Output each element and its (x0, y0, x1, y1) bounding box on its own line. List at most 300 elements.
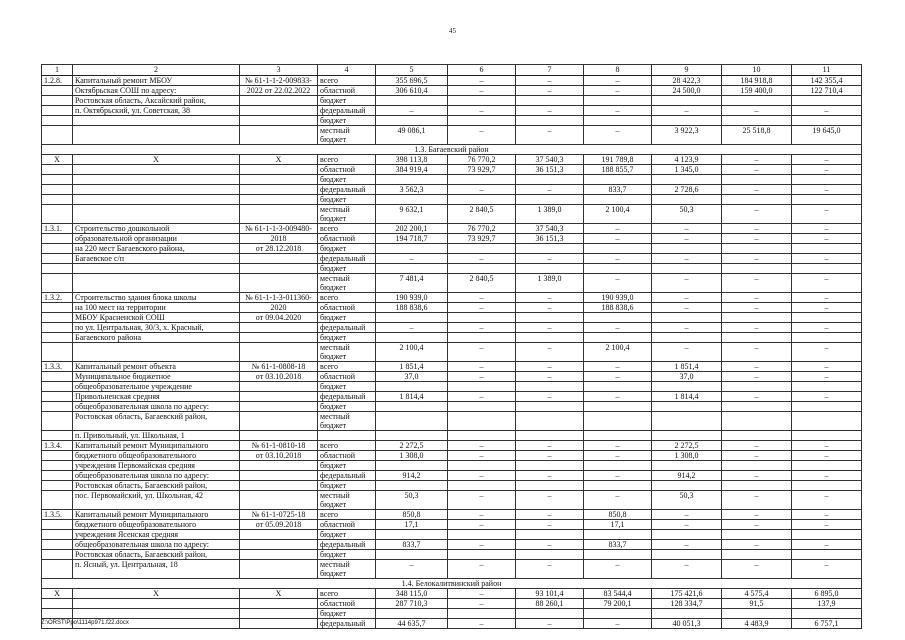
table-cell (584, 461, 652, 471)
table-cell: – (584, 254, 652, 264)
table-cell (240, 96, 318, 106)
table-cell: 188 838,6 (376, 303, 448, 313)
table-cell (584, 609, 652, 619)
table-cell (42, 609, 73, 619)
table-cell: общеобразовательная школа по адресу: (73, 402, 240, 412)
table-row (42, 274, 862, 293)
table-cell (792, 609, 862, 619)
table-cell: – (448, 185, 516, 195)
table-cell: федеральный (318, 471, 376, 481)
table-cell: общеобразовательная школа по адресу: (73, 471, 240, 481)
table-cell (722, 530, 792, 540)
table-cell (722, 609, 792, 619)
table-row (42, 609, 862, 619)
table-cell: 175 421,6 (652, 589, 722, 599)
table-cell: – (792, 560, 862, 579)
table-cell: – (516, 254, 584, 264)
table-cell (722, 461, 792, 471)
table-cell: – (792, 471, 862, 481)
table-cell: – (448, 619, 516, 629)
table-cell (792, 333, 862, 343)
table-cell: 28 422,3 (652, 76, 722, 86)
table-cell (73, 264, 240, 274)
header-cell: 6 (448, 65, 516, 76)
table-cell (240, 195, 318, 205)
table-cell: – (792, 323, 862, 333)
table-row (42, 244, 862, 254)
table-cell (73, 205, 240, 224)
table-cell (584, 244, 652, 254)
table-cell: 6 895,0 (792, 589, 862, 599)
table-row (42, 116, 862, 126)
table-cell: местный бюджет (318, 274, 376, 293)
table-cell (584, 175, 652, 185)
table-cell: 190 939,0 (376, 293, 448, 303)
table-cell: 76 770,2 (448, 224, 516, 234)
table-cell (42, 106, 73, 116)
table-cell: – (448, 303, 516, 313)
table-cell: – (448, 76, 516, 86)
table-cell: областной (318, 599, 376, 609)
table-cell: 142 355,4 (792, 76, 862, 86)
table-cell (516, 550, 584, 560)
table-cell: – (722, 224, 792, 234)
section-title: 1.3. Багаевский район (42, 145, 862, 155)
file-path-footer: Z:\ORST\Ppo\1114p971.f22.docx (41, 620, 129, 626)
table-cell (448, 264, 516, 274)
table-cell (652, 116, 722, 126)
table-cell: Ростовская область, Багаевский район, (73, 550, 240, 560)
table-cell (376, 313, 448, 323)
table-cell: 50,3 (652, 491, 722, 510)
table-cell (376, 382, 448, 392)
table-cell (376, 175, 448, 185)
table-cell: Строительство дошкольной (73, 224, 240, 234)
table-cell: – (376, 106, 448, 116)
table-cell: по ул. Центральная, 30/3, х. Красный, (73, 323, 240, 333)
table-cell: – (792, 491, 862, 510)
table-cell: федеральный (318, 185, 376, 195)
table-cell (376, 96, 448, 106)
table-cell (516, 609, 584, 619)
table-cell: – (448, 362, 516, 372)
table-row (42, 441, 862, 451)
table-cell: 287 710,3 (376, 599, 448, 609)
table-cell: 17,1 (584, 520, 652, 530)
table-cell: – (516, 619, 584, 629)
table-row (42, 333, 862, 343)
table-cell: 50,3 (376, 491, 448, 510)
table-row (42, 451, 862, 461)
table-cell (722, 313, 792, 323)
table-cell: № 61-1-0810-18 (240, 441, 318, 451)
table-cell: 49 086,1 (376, 126, 448, 145)
table-cell (792, 481, 862, 491)
table-cell: федеральный (318, 254, 376, 264)
table-cell (516, 481, 584, 491)
section-row (42, 145, 862, 155)
table-cell (652, 333, 722, 343)
table-cell (42, 234, 73, 244)
table-cell: Капитальный ремонт Муниципального (73, 510, 240, 520)
table-cell: – (722, 165, 792, 175)
table-cell: – (448, 106, 516, 116)
table-cell: бюджет (318, 609, 376, 619)
table-cell: Багаевское с/п (73, 254, 240, 264)
table-cell (240, 333, 318, 343)
table-cell: – (376, 323, 448, 333)
table-cell: – (792, 520, 862, 530)
budget-table (41, 64, 862, 629)
table-cell: – (722, 471, 792, 481)
table-cell (73, 599, 240, 609)
table-row (42, 510, 862, 520)
table-cell: 2 100,4 (584, 205, 652, 224)
table-cell (722, 402, 792, 412)
table-cell: – (584, 560, 652, 579)
table-cell (42, 126, 73, 145)
header-cell: 1 (42, 65, 73, 76)
table-cell (792, 244, 862, 254)
table-cell: Муниципальное бюджетное (73, 372, 240, 382)
table-cell: 1.3.5. (42, 510, 73, 520)
table-cell (652, 461, 722, 471)
table-cell (42, 530, 73, 540)
table-cell: местный бюджет (318, 491, 376, 510)
table-cell: – (448, 254, 516, 264)
table-cell (516, 96, 584, 106)
table-cell: МБОУ Красненской СОШ (73, 313, 240, 323)
table-cell (516, 382, 584, 392)
table-cell: 128 334,7 (652, 599, 722, 609)
table-cell (240, 599, 318, 609)
table-cell (42, 560, 73, 579)
table-cell: – (584, 224, 652, 234)
table-cell: областной (318, 303, 376, 313)
table-cell (516, 195, 584, 205)
table-cell: – (722, 254, 792, 264)
table-cell: бюджет (318, 175, 376, 185)
table-cell: Х (42, 155, 73, 165)
table-cell: – (448, 451, 516, 461)
table-cell: 4 483,9 (722, 619, 792, 629)
table-row (42, 106, 862, 116)
table-cell: – (652, 520, 722, 530)
table-row (42, 264, 862, 274)
table-cell (516, 402, 584, 412)
table-cell: – (584, 451, 652, 461)
table-row (42, 461, 862, 471)
table-cell: учреждения Ясенская средняя (73, 530, 240, 540)
table-cell: от 28.12.2018 (240, 244, 318, 254)
table-cell: – (516, 491, 584, 510)
table-row (42, 195, 862, 205)
table-cell (240, 185, 318, 195)
table-cell (376, 116, 448, 126)
table-cell: – (652, 323, 722, 333)
table-cell: 833,7 (584, 185, 652, 195)
table-cell (42, 116, 73, 126)
table-cell: Х (73, 589, 240, 599)
table-cell: – (584, 372, 652, 382)
table-cell: всего (318, 589, 376, 599)
table-cell (42, 303, 73, 313)
table-cell: всего (318, 362, 376, 372)
table-cell: – (722, 234, 792, 244)
table-cell: – (792, 185, 862, 195)
table-cell: бюджет (318, 244, 376, 254)
table-cell: – (722, 106, 792, 116)
table-cell: 88 260,1 (516, 599, 584, 609)
table-cell: 7 481,4 (376, 274, 448, 293)
table-cell: Х (240, 589, 318, 599)
table-cell: бюджет (318, 264, 376, 274)
header-cell: 10 (722, 65, 792, 76)
table-cell (584, 481, 652, 491)
table-cell: – (792, 274, 862, 293)
header-cell: 4 (318, 65, 376, 76)
table-cell (722, 481, 792, 491)
table-cell: 1 851,4 (652, 362, 722, 372)
table-cell: бюджет (318, 116, 376, 126)
table-cell: 398 113,8 (376, 155, 448, 165)
table-cell (652, 402, 722, 412)
table-cell (73, 165, 240, 175)
table-cell (42, 402, 73, 412)
table-cell: местный бюджет (318, 205, 376, 224)
table-cell (42, 461, 73, 471)
table-cell (584, 402, 652, 412)
table-cell: федеральный (318, 619, 376, 629)
table-row (42, 530, 862, 540)
table-cell: – (516, 185, 584, 195)
table-cell: пос. Первомайский, ул. Школьная, 42 (73, 491, 240, 510)
table-cell: 25 518,8 (722, 126, 792, 145)
table-cell: областной (318, 520, 376, 530)
table-cell: – (448, 491, 516, 510)
table-cell: 50,3 (652, 205, 722, 224)
table-row (42, 560, 862, 579)
table-cell: областной (318, 86, 376, 96)
table-cell: бюджет (318, 550, 376, 560)
table-cell: 1.3.4. (42, 441, 73, 451)
table-cell: 850,8 (584, 510, 652, 520)
table-cell (240, 175, 318, 185)
table-cell: Х (73, 155, 240, 165)
table-cell (240, 560, 318, 579)
table-cell: бюджет (318, 195, 376, 205)
table-cell: – (516, 540, 584, 550)
table-cell: – (792, 451, 862, 461)
table-cell: 17,1 (376, 520, 448, 530)
table-cell: – (652, 510, 722, 520)
table-cell (73, 274, 240, 293)
table-cell: – (722, 491, 792, 510)
table-cell: всего (318, 441, 376, 451)
table-cell: – (584, 76, 652, 86)
table-cell (240, 205, 318, 224)
table-cell (42, 175, 73, 185)
table-row (42, 323, 862, 333)
table-cell: 190 939,0 (584, 293, 652, 303)
table-cell: на 100 мест на территории (73, 303, 240, 313)
table-cell: № 61-1-1-3-009480- (240, 224, 318, 234)
table-cell: – (516, 86, 584, 96)
table-cell: 93 101,4 (516, 589, 584, 599)
header-cell: 8 (584, 65, 652, 76)
table-cell (652, 175, 722, 185)
table-cell (42, 471, 73, 481)
table-cell: – (516, 441, 584, 451)
table-cell: Строительство здания блока школы (73, 293, 240, 303)
table-cell: бюджет (318, 481, 376, 491)
table-cell: Ростовская область, Багаевский район, (73, 481, 240, 491)
table-cell (240, 254, 318, 264)
table-cell: – (792, 303, 862, 313)
table-cell: п. Октябрьский, ул. Советская, 38 (73, 106, 240, 116)
table-cell: 2 840,5 (448, 274, 516, 293)
table-cell: – (792, 372, 862, 382)
table-cell: – (792, 224, 862, 234)
table-cell (240, 461, 318, 471)
table-cell: – (448, 441, 516, 451)
table-cell (448, 333, 516, 343)
table-cell: 184 918,8 (722, 76, 792, 86)
table-cell: 2 272,5 (376, 441, 448, 451)
table-cell (792, 264, 862, 274)
table-cell: 2022 от 22.02.2022 (240, 86, 318, 96)
table-cell: – (516, 392, 584, 402)
table-cell (584, 550, 652, 560)
table-cell: – (448, 392, 516, 402)
table-cell (376, 481, 448, 491)
table-cell (42, 431, 73, 441)
table-row (42, 540, 862, 550)
table-cell: – (792, 362, 862, 372)
table-cell (516, 264, 584, 274)
table-cell: № 61-1-0808-18 (240, 362, 318, 372)
table-cell (376, 264, 448, 274)
table-cell: 9 632,1 (376, 205, 448, 224)
table-cell (516, 530, 584, 540)
table-cell: федеральный (318, 323, 376, 333)
table-cell (42, 205, 73, 224)
table-cell: федеральный (318, 392, 376, 402)
table-cell (42, 86, 73, 96)
table-cell: – (448, 323, 516, 333)
table-cell: – (722, 510, 792, 520)
table-cell: образовательной организации (73, 234, 240, 244)
table-cell: федеральный (318, 540, 376, 550)
table-cell (584, 96, 652, 106)
table-cell: – (584, 126, 652, 145)
table-cell: – (792, 165, 862, 175)
table-cell: от 09.04.2020 (240, 313, 318, 323)
table-cell: 1 389,0 (516, 205, 584, 224)
table-cell: – (448, 86, 516, 96)
table-row (42, 619, 862, 629)
table-cell: 37,0 (376, 372, 448, 382)
table-cell: – (448, 520, 516, 530)
table-cell (73, 126, 240, 145)
table-cell: бюджет (318, 402, 376, 412)
table-cell: – (584, 234, 652, 244)
table-cell: – (516, 471, 584, 481)
table-cell (42, 550, 73, 560)
table-cell: на 220 мест Багаевского района, (73, 244, 240, 254)
table-cell: 1.3.1. (42, 224, 73, 234)
table-cell (448, 402, 516, 412)
table-cell: – (584, 392, 652, 402)
table-cell (240, 126, 318, 145)
table-cell (792, 195, 862, 205)
table-cell (376, 530, 448, 540)
header-cell: 9 (652, 65, 722, 76)
table-cell: 3 562,3 (376, 185, 448, 195)
table-cell (722, 382, 792, 392)
table-row (42, 165, 862, 175)
table-cell (516, 313, 584, 323)
table-cell (42, 412, 73, 431)
table-cell (42, 274, 73, 293)
table-cell: от 03.10.2018 (240, 451, 318, 461)
table-cell (722, 96, 792, 106)
table-cell: – (584, 274, 652, 293)
table-cell: – (722, 343, 792, 362)
table-cell: 1 814,4 (652, 392, 722, 402)
table-cell: – (652, 560, 722, 579)
table-cell (652, 609, 722, 619)
table-cell: 2 840,5 (448, 205, 516, 224)
table-cell: – (722, 205, 792, 224)
table-cell (42, 96, 73, 106)
table-cell: 202 200,1 (376, 224, 448, 234)
table-cell (240, 165, 318, 175)
table-cell: п. Ясный, ул. Центральная, 18 (73, 560, 240, 579)
table-row (42, 224, 862, 234)
table-cell: – (792, 540, 862, 550)
table-row (42, 382, 862, 392)
table-cell: 2 100,4 (376, 343, 448, 362)
table-cell (652, 96, 722, 106)
table-cell: – (652, 274, 722, 293)
table-cell (376, 333, 448, 343)
table-cell: – (722, 372, 792, 382)
table-row (42, 254, 862, 264)
table-cell: Ростовская область, Аксайский район, (73, 96, 240, 106)
table-cell: 2 728,6 (652, 185, 722, 195)
table-cell (792, 96, 862, 106)
table-cell: – (516, 560, 584, 579)
table-row (42, 550, 862, 560)
table-cell (73, 343, 240, 362)
table-cell: – (722, 392, 792, 402)
table-cell (240, 402, 318, 412)
table-cell: 1.2.8. (42, 76, 73, 86)
table-row (42, 185, 862, 195)
table-cell (516, 431, 584, 441)
table-row (42, 392, 862, 402)
table-cell: всего (318, 293, 376, 303)
table-cell: – (792, 254, 862, 264)
table-row (42, 126, 862, 145)
table-cell (652, 550, 722, 560)
table-row (42, 234, 862, 244)
table-cell (240, 343, 318, 362)
table-cell: 1 814,4 (376, 392, 448, 402)
table-cell (584, 530, 652, 540)
table-cell (652, 264, 722, 274)
